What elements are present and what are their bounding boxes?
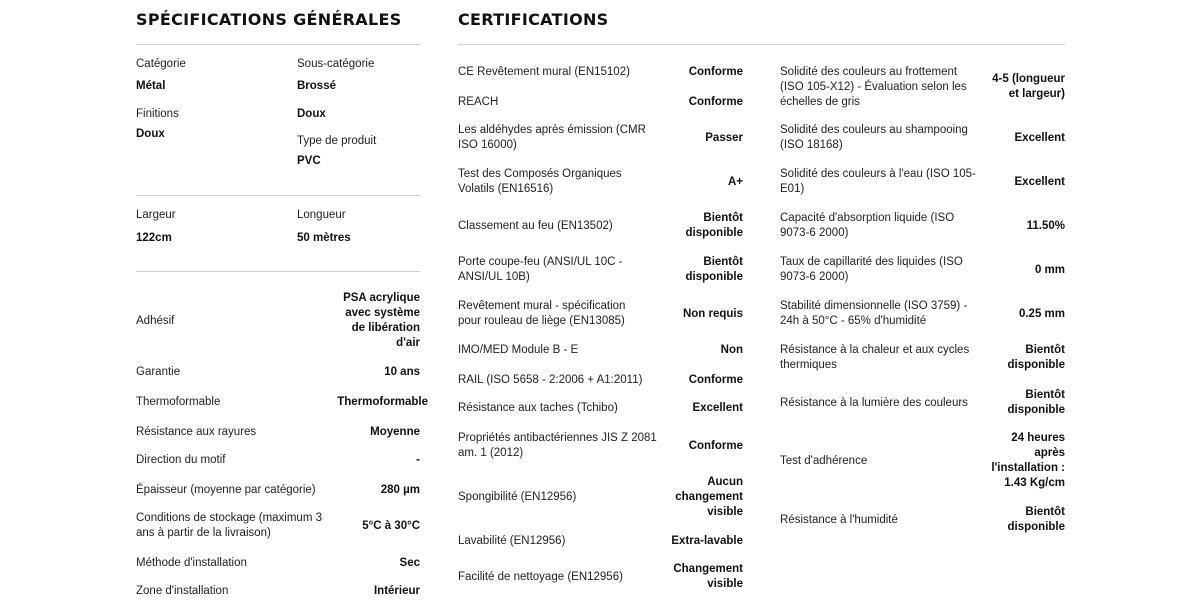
cert-label: Résistance aux taches (Tchibo) xyxy=(458,401,618,414)
cert-label: RAIL (ISO 5658 - 2:2006 + A1:2011) xyxy=(458,373,643,386)
cert-row xyxy=(458,210,743,242)
width-label: Largeur xyxy=(136,209,176,221)
divider xyxy=(136,195,420,196)
spec-value: Thermoformable xyxy=(337,395,428,408)
spec-value: Sec xyxy=(399,556,420,569)
length-label: Longueur xyxy=(297,209,346,221)
cert-label: Classement au feu (EN13502) xyxy=(458,219,613,232)
cert-row xyxy=(458,122,743,154)
divider xyxy=(458,44,1065,45)
cert-row xyxy=(458,166,743,198)
spec-label: Épaisseur (moyenne par catégorie) xyxy=(136,483,316,496)
cert-value: A+ xyxy=(727,175,743,188)
cert-row xyxy=(458,64,743,80)
spec-row-thickness xyxy=(136,482,420,498)
category-value: Métal xyxy=(136,80,166,92)
spec-label: Conditions de stockage (maximum 3 ans à partir de la livraison) xyxy=(136,512,322,539)
cert-value: 24 heures après l'installation : 1.43 Kg/cm xyxy=(991,432,1065,489)
divider xyxy=(136,271,420,272)
certifications-title: CERTIFICATIONS xyxy=(458,10,609,29)
finishes-label: Finitions xyxy=(136,108,179,120)
cert-row xyxy=(780,504,1065,536)
length-value: 50 mètres xyxy=(297,232,351,244)
spec-value: 10 ans xyxy=(384,365,420,378)
cert-row xyxy=(780,122,1065,154)
cert-value: Conforme xyxy=(688,95,743,108)
cert-label: Revêtement mural - spécification pour rouleau de liège (EN13085) xyxy=(458,300,626,327)
spec-row-warranty xyxy=(136,364,420,380)
cert-value: Excellent xyxy=(1014,175,1065,188)
cert-value: 11.50% xyxy=(1026,219,1065,232)
cert-label: Facilité de nettoyage (EN12956) xyxy=(458,570,623,583)
cert-value: Bientôt disponible xyxy=(1007,506,1065,533)
cert-row xyxy=(780,64,1065,110)
cert-label: Résistance à l'humidité xyxy=(780,513,898,526)
spec-value: Moyenne xyxy=(370,425,420,438)
cert-row xyxy=(780,210,1065,242)
cert-label: Spongibilité (EN12956) xyxy=(458,490,577,503)
spec-label: Zone d'installation xyxy=(136,584,229,597)
cert-value: Non xyxy=(720,343,743,356)
cert-row xyxy=(458,342,743,358)
spec-label: Adhésif xyxy=(136,314,175,327)
cert-value: Bientôt disponible xyxy=(685,256,743,283)
cert-value: Passer xyxy=(705,131,743,144)
cert-row xyxy=(458,254,743,286)
cert-label: Les aldéhydes après émission (CMR ISO 16000) xyxy=(458,124,646,151)
cert-value: 0 mm xyxy=(1034,263,1065,276)
cert-value: Conforme xyxy=(688,373,743,386)
cert-label: Propriétés antibactériennes JIS Z 2081 am. 1 (2012) xyxy=(458,432,657,459)
cert-row xyxy=(458,533,743,549)
cert-row xyxy=(780,387,1065,419)
width-value: 122cm xyxy=(136,232,172,244)
cert-value: Excellent xyxy=(1014,131,1065,144)
spec-value: 280 µm xyxy=(380,483,420,496)
cert-label: Taux de capillarité des liquides (ISO 9073-6 2000) xyxy=(780,256,963,283)
cert-label: REACH xyxy=(458,95,499,108)
spec-label: Garantie xyxy=(136,365,181,378)
subcategory-value: Brossé xyxy=(297,80,336,92)
spec-row-adhesive xyxy=(136,291,420,351)
cert-row xyxy=(458,561,743,593)
cert-value: Conforme xyxy=(688,439,743,452)
cert-value: Bientôt disponible xyxy=(1007,344,1065,371)
cert-row xyxy=(458,400,743,416)
cert-value: Excellent xyxy=(692,401,743,414)
cert-value: Changement visible xyxy=(673,563,743,590)
product-type-value: PVC xyxy=(297,155,321,167)
spec-row-install-method xyxy=(136,555,420,571)
spec-value: PSA acrylique avec système de libération d'air xyxy=(343,292,420,349)
spec-row-install-zone xyxy=(136,583,420,599)
cert-label: Test des Composés Organiques Volatils (EN16516) xyxy=(458,168,622,195)
cert-value: Non requis xyxy=(682,307,743,320)
cert-label: Résistance à la chaleur et aux cycles thermiques xyxy=(780,344,970,371)
cert-label: Solidité des couleurs à l'eau (ISO 105-E01) xyxy=(780,168,976,195)
cert-row xyxy=(780,254,1065,286)
spec-row-storage xyxy=(136,510,420,542)
spec-label: Résistance aux rayures xyxy=(136,425,257,438)
cert-value: Bientôt disponible xyxy=(1007,389,1065,416)
cert-value: Bientôt disponible xyxy=(685,212,743,239)
cert-label: Solidité des couleurs au frottement (ISO 105-X12) - Évaluation selon les échelles de gris xyxy=(780,65,967,108)
spec-value: Intérieur xyxy=(373,584,420,597)
spec-label: Direction du motif xyxy=(136,453,226,466)
spec-value: 5°C à 30°C xyxy=(362,519,420,532)
cert-row xyxy=(458,372,743,388)
cert-value: 4-5 (longueur et largeur) xyxy=(992,73,1065,100)
cert-value: 0.25 mm xyxy=(1018,307,1065,320)
cert-label: Résistance à la lumière des couleurs xyxy=(780,396,968,409)
cert-label: Stabilité dimensionnelle (ISO 3759) - 24h à 50°C - 65% d'humidité xyxy=(780,300,968,327)
divider xyxy=(136,44,420,45)
spec-row-pattern xyxy=(136,452,420,468)
cert-label: Test d'adhérence xyxy=(780,454,868,467)
cert-row xyxy=(780,430,1065,492)
cert-label: CE Revêtement mural (EN15102) xyxy=(458,65,630,78)
cert-row xyxy=(458,474,743,520)
general-specs-title: SPÉCIFICATIONS GÉNÉRALES xyxy=(136,10,402,29)
subcategory-label: Sous-catégorie xyxy=(297,58,375,70)
cert-row xyxy=(458,430,743,462)
finishes-value-2: Doux xyxy=(297,108,326,120)
cert-row xyxy=(780,166,1065,198)
cert-label: Solidité des couleurs au shampooing (ISO 18168) xyxy=(780,124,968,151)
cert-row xyxy=(780,342,1065,374)
cert-row xyxy=(458,94,743,110)
cert-value: Aucun changement visible xyxy=(675,475,743,518)
spec-label: Méthode d'installation xyxy=(136,556,247,569)
spec-row-scratch xyxy=(136,424,420,440)
product-type-label: Type de produit xyxy=(297,135,377,147)
cert-label: IMO/MED Module B - E xyxy=(458,343,579,356)
cert-value: Extra-lavable xyxy=(671,534,743,547)
finishes-value: Doux xyxy=(136,128,165,140)
spec-label: Thermoformable xyxy=(136,395,221,408)
cert-row xyxy=(458,298,743,330)
cert-label: Porte coupe-feu (ANSI/UL 10C - ANSI/UL 10B) xyxy=(458,256,623,283)
category-label: Catégorie xyxy=(136,58,186,70)
cert-row xyxy=(780,298,1065,330)
spec-value: - xyxy=(416,453,420,466)
cert-label: Lavabilité (EN12956) xyxy=(458,534,566,547)
cert-value: Conforme xyxy=(688,65,743,78)
spec-row-thermoformable xyxy=(136,394,428,410)
cert-label: Capacité d'absorption liquide (ISO 9073-6 2000) xyxy=(780,212,955,239)
